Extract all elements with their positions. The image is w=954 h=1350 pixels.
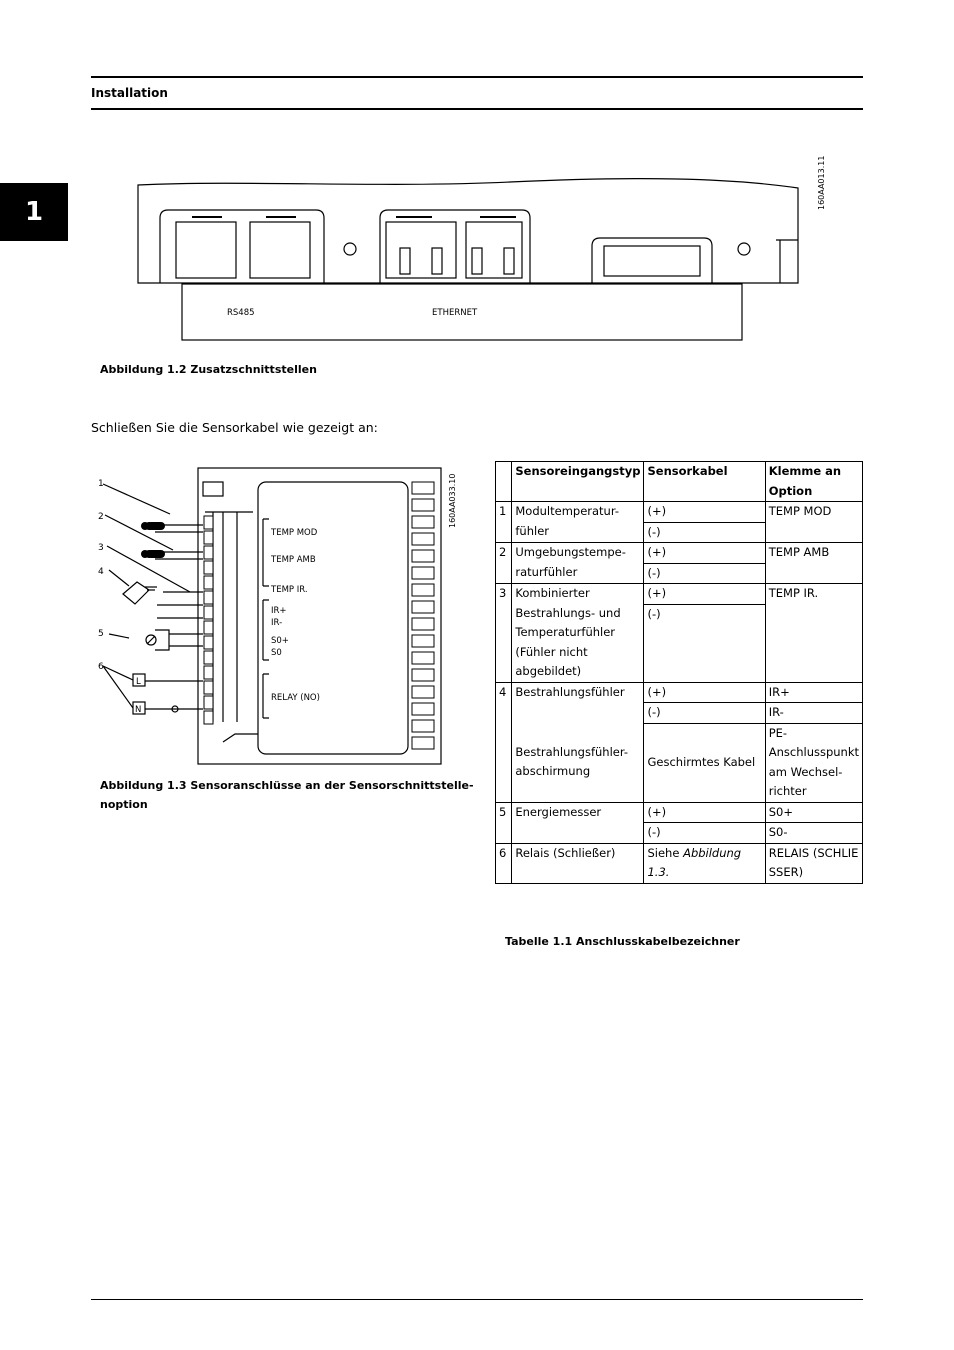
label-ir-plus: IR+ (271, 606, 287, 616)
figure2-code: 160AA033.10 (448, 473, 457, 528)
table-header-row (496, 462, 863, 502)
label-temp-mod: TEMP MOD (271, 528, 318, 538)
table-row: Bestrahlungsfühler-abschirmung Geschirmtes Kabel PE-Anschlusspunkt am Wechsel-richter (496, 723, 863, 802)
n-label: N (135, 705, 142, 715)
table-row: 4 Bestrahlungsfühler (+) IR+ (496, 682, 863, 703)
table-row: 1 Modultemperatur-fühler (+) TEMP MOD (496, 502, 863, 523)
table-row: 2 Umgebungstempe-raturfühler (+) TEMP AMB (496, 543, 863, 564)
label-temp-amb: TEMP AMB (271, 555, 316, 565)
header-rule-bottom (91, 108, 863, 110)
table-row: (-) (496, 563, 863, 584)
header-title: Installation (91, 86, 168, 100)
callout-2: 2 (98, 512, 104, 522)
table-header-num (496, 462, 512, 502)
callout-4: 4 (98, 567, 104, 577)
table-row: 3 Kombinierter Bestrahlungs- und Temperaturfühler (Fühler nicht abgebildet) (+) TEMP IR. (496, 584, 863, 605)
figure-reference-link: Abbildung 1.3. (647, 845, 742, 879)
sensor-connection-figure (95, 462, 465, 772)
footer-rule (91, 1299, 863, 1300)
table-header-terminal: Klemme an Option (765, 462, 862, 502)
label-temp-ir: TEMP IR. (271, 585, 308, 595)
label-s0-plus: S0+ (271, 636, 289, 646)
figure2-caption-line2: noption (100, 798, 148, 811)
table-header-cable: Sensorkabel (644, 462, 765, 502)
table-row: (-) S0- (496, 823, 863, 844)
label-s0: S0 (271, 648, 282, 658)
figure2-caption (100, 776, 474, 814)
figure1-caption: Abbildung 1.2 Zusatzschnittstellen (100, 363, 317, 376)
connection-table (495, 461, 863, 884)
callout-1: 1 (98, 479, 104, 489)
table-row: (-) IR- (496, 703, 863, 724)
callout-6: 6 (98, 662, 104, 672)
cable-see-prefix: Siehe (647, 845, 684, 860)
ethernet-label: ETHERNET (432, 308, 478, 318)
interface-board-figure (130, 150, 830, 346)
figure2-caption-line1: Abbildung 1.3 Sensoranschlüsse an der Sensorschnittstelle- (100, 779, 474, 792)
table-row: (-) (496, 604, 863, 682)
chapter-tab: 1 (0, 183, 68, 241)
label-relay: RELAY (NO) (271, 693, 320, 703)
figure1-code: 160AA013.11 (817, 155, 826, 210)
callout-3: 3 (98, 543, 104, 553)
table-row: 5 Energiemesser (+) S0+ (496, 802, 863, 823)
header-rule-top (91, 76, 863, 78)
table-header-type: Sensoreingangstyp (512, 462, 644, 502)
label-ir-minus: IR- (271, 618, 283, 628)
l-label: L (136, 677, 141, 687)
table-row: (-) (496, 522, 863, 543)
callout-5: 5 (98, 629, 104, 639)
table-row: 6 Relais (Schließer) Siehe Abbildung 1.3. RELAIS (SCHLIESSER) (496, 843, 863, 883)
rs485-label: RS485 (227, 308, 255, 318)
table-caption: Tabelle 1.1 Anschlusskabelbezeichner (505, 935, 740, 948)
intro-text: Schließen Sie die Sensorkabel wie gezeigt an: (91, 420, 378, 435)
